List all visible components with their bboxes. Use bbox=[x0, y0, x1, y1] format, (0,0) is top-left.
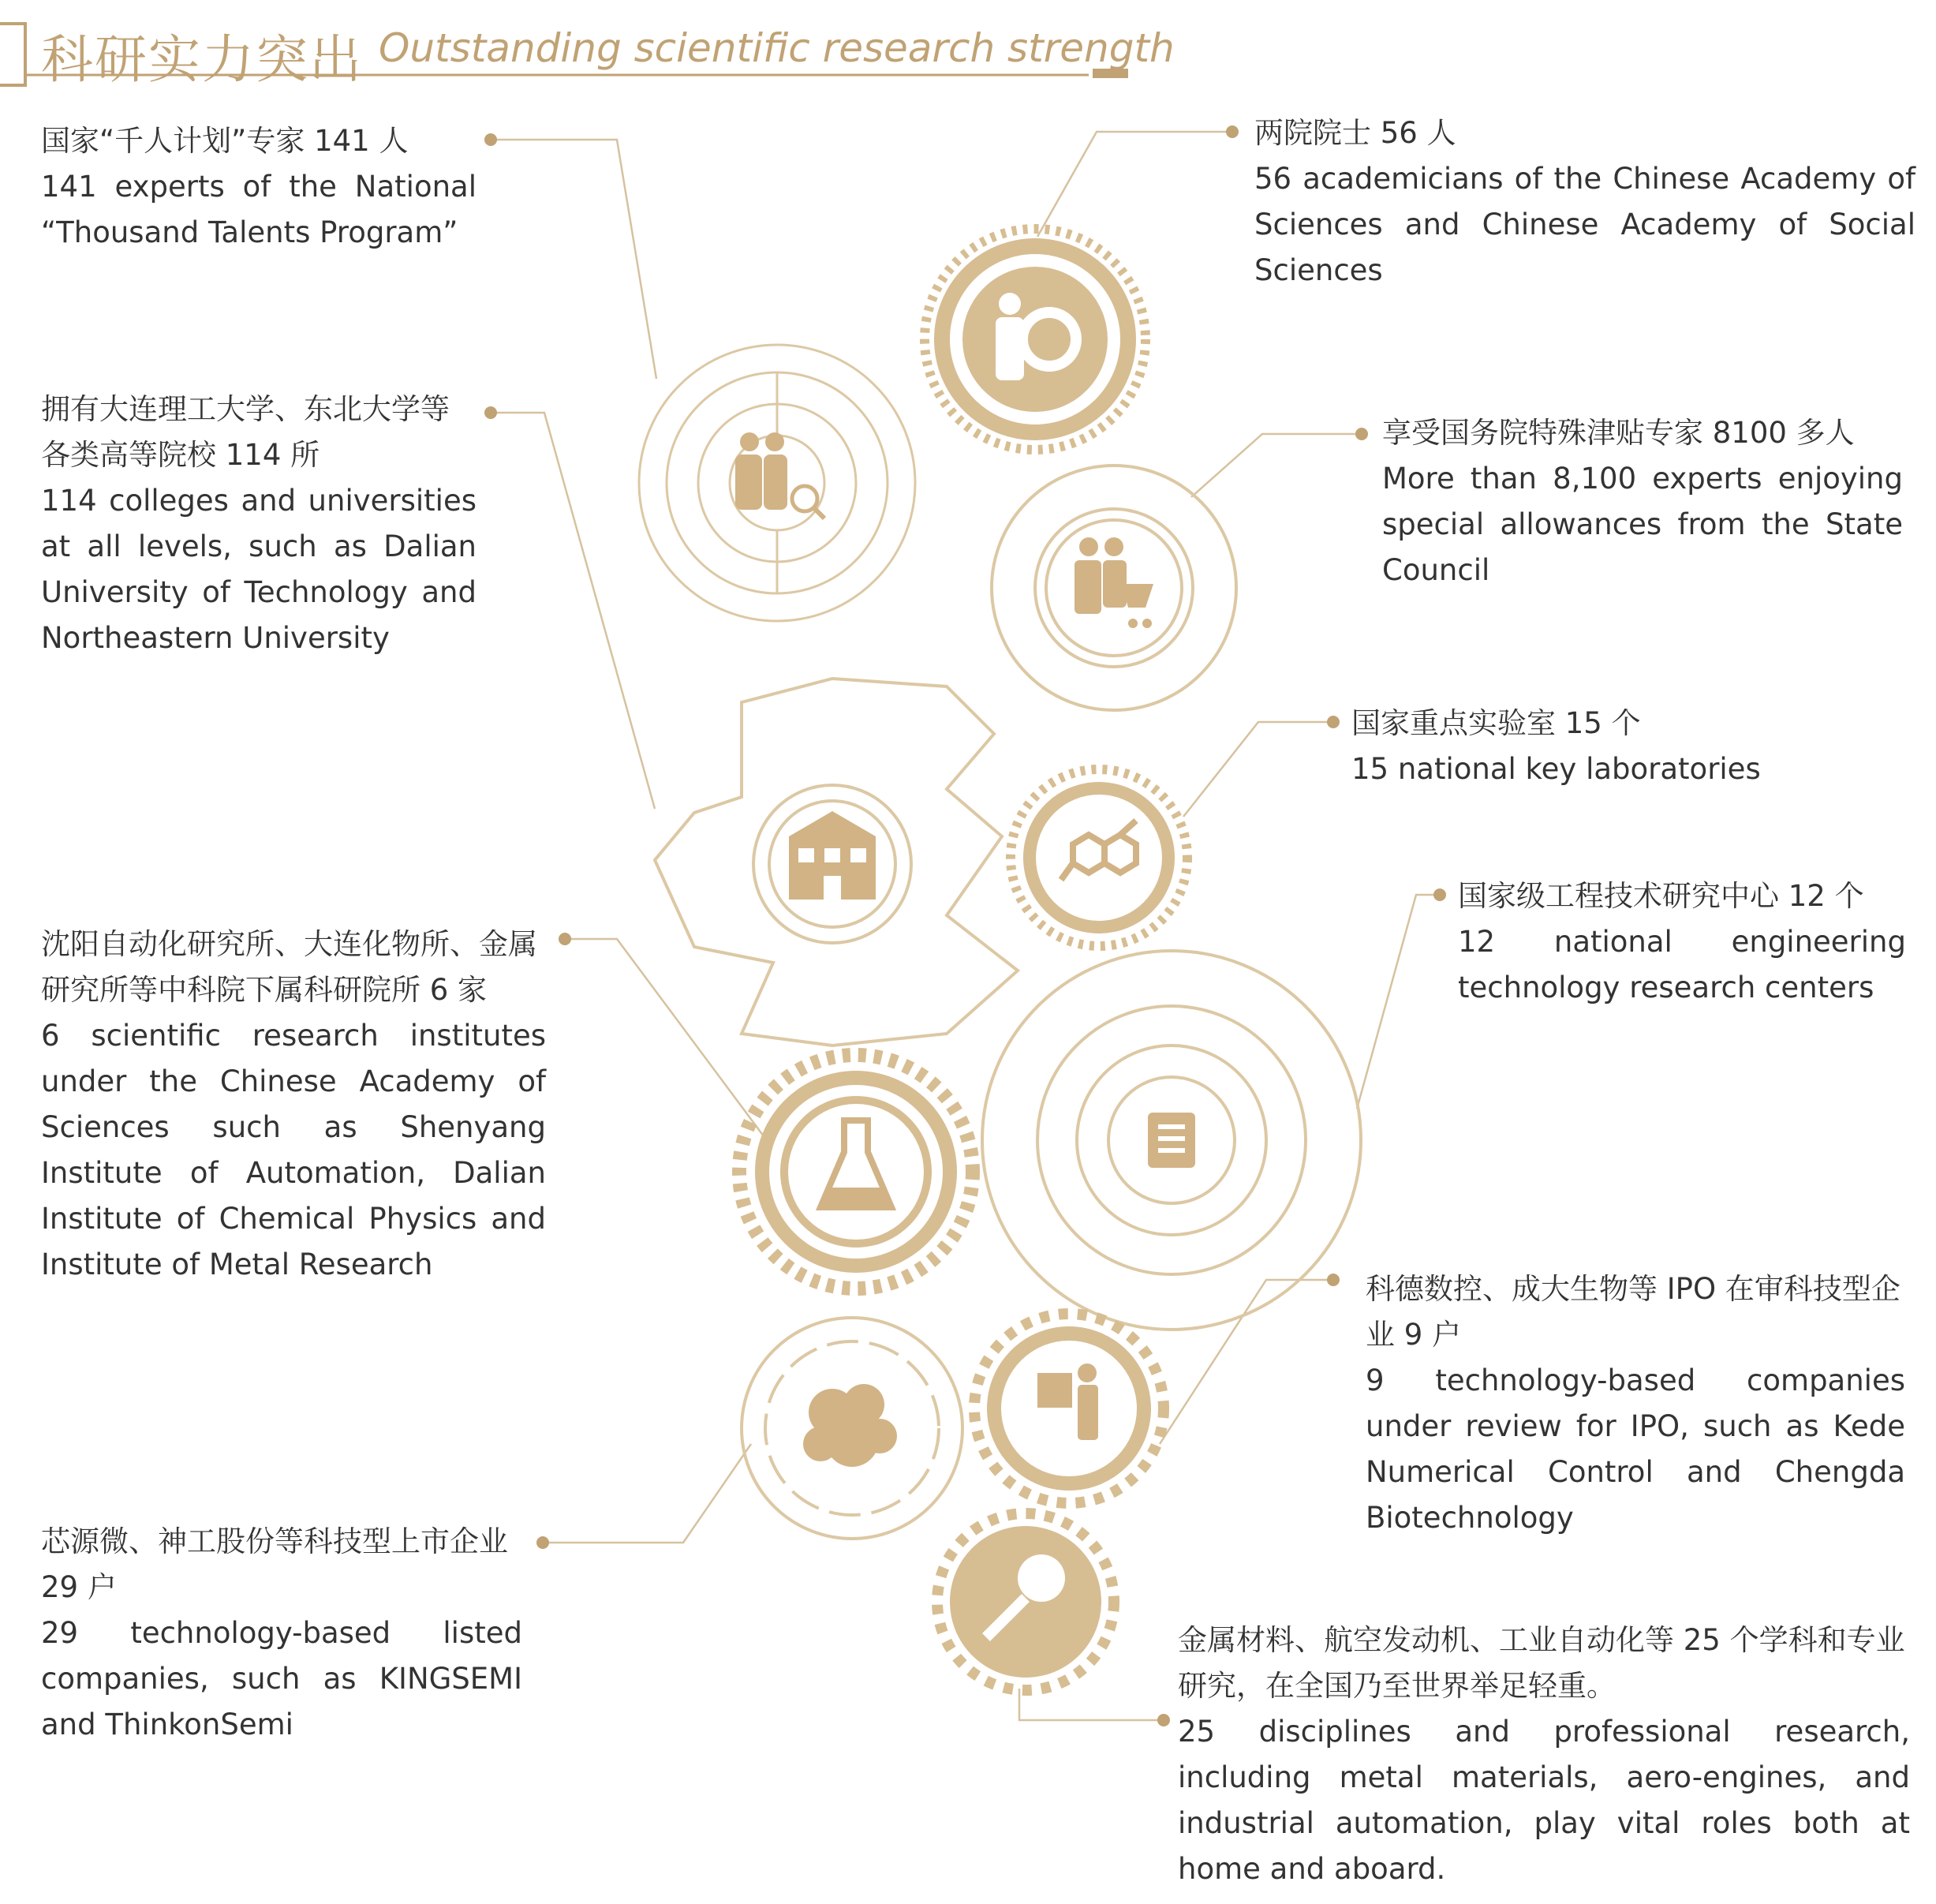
molecule-cluster-icon bbox=[803, 1384, 897, 1467]
callout-academicians bbox=[1254, 110, 1915, 294]
callout-description: 12 national engineering technology research centers bbox=[1458, 925, 1906, 1004]
callout-description: 114 colleges and universities at all levels, such as Dalian University of Technology and Northeastern University bbox=[41, 484, 477, 655]
callout-title: 沈阳自动化研究所、大连化物所、金属研究所等中科院下属科研院所 6 家 bbox=[41, 927, 537, 1007]
callout-thousand-talents bbox=[41, 118, 477, 256]
callout-engineering-centers bbox=[1458, 873, 1906, 1011]
people-cart-icon bbox=[1075, 537, 1153, 628]
page-title-en: Outstanding scientific research strength bbox=[379, 25, 1175, 71]
callout-title: 两院院士 56 人 bbox=[1254, 116, 1456, 150]
callout-listed-companies bbox=[41, 1519, 522, 1748]
gear-key-labs bbox=[1011, 769, 1187, 946]
gear-institutes bbox=[739, 1055, 973, 1289]
callout-title: 国家级工程技术研究中心 12 个 bbox=[1458, 879, 1864, 913]
callout-title: 金属材料、航空发动机、工业自动化等 25 个学科和专业研究，在全国乃至世界举足轻重。 bbox=[1178, 1623, 1905, 1703]
engineering-center-icon bbox=[1148, 1113, 1195, 1168]
callout-title: 芯源微、神工股份等科技型上市企业 29 户 bbox=[41, 1524, 508, 1604]
callout-title: 国家重点实验室 15 个 bbox=[1351, 706, 1641, 740]
callout-disciplines bbox=[1178, 1618, 1910, 1892]
experts-search-icon bbox=[735, 432, 824, 518]
callout-description: 56 academicians of the Chinese Academy of Sciences and Chinese Academy of Social Sciences bbox=[1254, 162, 1915, 287]
callout-description: 141 experts of the National “Thousand Talents Program” bbox=[41, 170, 477, 249]
callout-ipo-companies bbox=[1366, 1266, 1905, 1541]
callout-title: 国家“千人计划”专家 141 人 bbox=[41, 124, 409, 158]
callout-title: 拥有大连理工大学、东北大学等各类高等院校 114 所 bbox=[41, 392, 450, 472]
callout-title: 科德数控、成大生物等 IPO 在审科技型企业 9 户 bbox=[1366, 1272, 1900, 1352]
callout-description: More than 8,100 experts enjoying special allowances from the State Council bbox=[1382, 462, 1903, 587]
callout-description: 25 disciplines and professional research, including metal materials, aero-engines, and industrial automation, play vital roles both at home and aboard. bbox=[1178, 1715, 1910, 1886]
callout-description: 15 national key laboratories bbox=[1351, 752, 1761, 786]
callout-universities bbox=[41, 387, 477, 661]
callout-research-institutes bbox=[41, 922, 546, 1288]
callout-key-labs bbox=[1351, 701, 1904, 792]
callout-state-council-experts bbox=[1382, 410, 1903, 593]
gear-academicians bbox=[925, 229, 1146, 450]
callout-description: 6 scientific research institutes under the Chinese Academy of Sciences such as Shenyang Institute of Automation, Dalian Institute of Chemical Physics and Institute of Metal Research bbox=[41, 1019, 546, 1281]
callout-title: 享受国务院特殊津贴专家 8100 多人 bbox=[1382, 416, 1855, 450]
callout-description: 29 technology-based listed companies, such as KINGSEMI and ThinkonSemi bbox=[41, 1616, 522, 1741]
page-title-cn: 科研实力突出 bbox=[41, 29, 363, 90]
gear-ipo-companies bbox=[974, 1314, 1164, 1503]
school-building-icon bbox=[789, 811, 876, 900]
callout-description: 9 technology-based companies under review for IPO, such as Kede Numerical Control and Chengda Biotechnology bbox=[1366, 1363, 1905, 1535]
